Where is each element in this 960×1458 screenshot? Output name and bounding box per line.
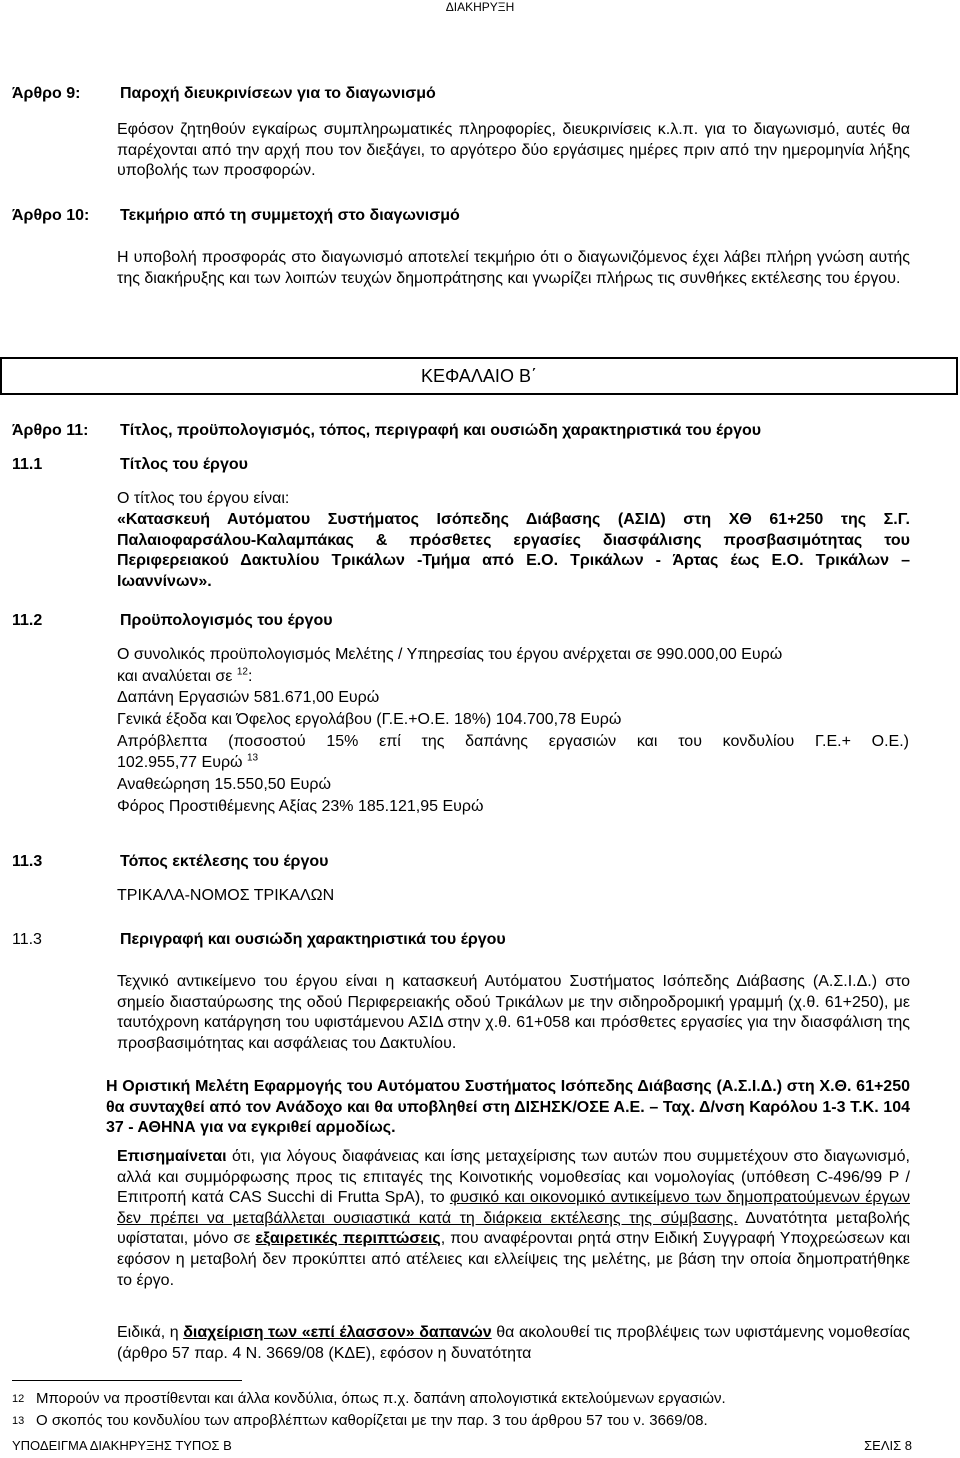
footnote [12,1390,726,1408]
section-title: Τόπος εκτέλεσης του έργου [120,853,329,870]
article-9-heading [12,84,436,104]
budget-breakdown-intro: και αναλύεται σε $^{12}$: [117,666,253,685]
budget-total: Ο συνολικός προϋπολογισμός Μελέτης / Υπηρεσίας του έργου ανέρχεται σε 990.000,00 Ευρώ [117,646,783,663]
budget-contingency: Απρόβλεπτα (ποσοστού 15% επί της δαπάνης εργασιών και του κονδυλίου Γ.Ε.+ Ο.Ε.) [117,733,909,750]
section-number: 11.2 [12,612,43,629]
section-title: Τίτλος του έργου [120,456,248,473]
article-title: Παροχή διευκρινίσεων για το διαγωνισμό [120,85,436,102]
description-paragraph-1: Τεχνικό αντικείμενο του έργου είναι η κατασκευή Αυτόματου Συστήματος Ισόπεδης Διάβασης (Α.Σ.Ι.Δ.) στο σημείο διασταύρωσης της οδού Περιφερειακής οδού Τρικάλων με την σιδηροδρομική γραμμή (χ.θ. 61+250), με ταυτόχρονη κατάργηση του υφιστάμενου ΑΣΙΔ στην χ.θ. 61+058 και πρόσθετες εργασίες για την διασφάλιση της προσβασιμότητας και ασφάλειας του Δακτυλίου. [117,973,910,1052]
project-location: ΤΡΙΚΑΛΑ-ΝΟΜΟΣ ΤΡΙΚΑΛΩΝ [117,887,335,904]
chapter-heading: ΚΕΦΑΛΑΙΟ Β΄ [0,357,958,395]
budget-works: Δαπάνη Εργασιών 581.671,00 Ευρώ [117,689,380,706]
section-title: Περιγραφή και ουσιώδη χαρακτηριστικά του έργου [120,931,506,948]
article-9-text: Εφόσον ζητηθούν εγκαίρως συμπληρωματικές πληροφορίες, διευκρινίσεις κ.λ.π. για το διαγωνισμό, αυτές θα παρέχονται από την αρχή που τον διεξάγει, το αργότερο δύο εργάσιμες ημέρες πριν από την ημερομηνία λήξης υποβολής των προσφορών. [117,121,910,180]
section-number: 11.1 [12,456,43,473]
page-number: ΣΕΛΙΣ 8 [864,1438,912,1453]
page-header: ΔΙΑΚΗΡΥΞΗ [445,0,515,14]
section-title: Προϋπολογισμός του έργου [120,612,333,629]
footer-doc-type: ΥΠΟΔΕΙΓΜΑ ΔΙΑΚΗΡΥΞΗΣ ΤΥΠΟΣ Β [12,1438,232,1453]
budget-contingency-amount: 102.955,77 Ευρώ $^{13}$ [117,752,259,771]
article-11-heading [12,421,761,441]
footnote-text: Ο σκοπός του κονδυλίου των απροβλέπτων καθορίζεται με την παρ. 3 του άρθρου 57 του ν. 3669/08. [36,1412,708,1429]
budget-revision: Αναθεώρηση 15.550,50 Ευρώ [117,776,332,793]
article-10-text: Η υποβολή προσφοράς στο διαγωνισμό αποτελεί τεκμήριο ότι ο διαγωνιζόμενος έχει λάβει πλήρη γνώση αυτής της διακήρυξης και των λοιπών τευχών δημοπράτησης και γνωρίζει πλήρως τις συνθήκες εκτέλεσης του έργου. [117,249,910,287]
footnote-text: Μπορούν να προστίθενται και άλλα κονδύλια, όπως π.χ. δαπάνη απολογιστικά εκτελούμενων εργασιών. [36,1390,726,1407]
section-number: 11.3 [12,853,43,870]
article-number: Άρθρο 11: [12,422,89,439]
description-paragraph-3: Επισημαίνεται ότι, για λόγους διαφάνειας και ίσης μεταχείρισης των αυτών που συμμετέχουν στο διαγωνισμό, αλλά και συμμόρφωσης προς τις επιταγές της Κοινοτικής νομοθεσίας και νομολογίας (υπόθεση C-496/99 P / Επιτροπή κατά CAS Succhi di Frutta SpA), το φυσικό και οικονομικό αντικείμενο των δημοπρατούμενων έργων δεν πρέπει να μεταβάλλεται ουσιαστικά κατά τη διάρκεια εκτέλεσης της σύμβασης. Δυνατότητα μεταβολής υφίσταται, μόνο σε εξαιρετικές περιπτώσεις, που αναφέρονται ρητά στην Ειδική Συγγραφή Υποχρεώσεων και εφόσον η μεταβολή δεν προκύπτει από ατέλειες και ελλείψεις της μελέτης, με βάση την οποία δημοπρατήθηκε το έργο. [117,1148,910,1289]
article-number: Άρθρο 9: [12,85,81,102]
footnote-mark: 12 [12,1393,25,1405]
budget-overheads: Γενικά έξοδα και Όφελος εργολάβου (Γ.Ε.+Ο.Ε. 18%) 104.700,78 Ευρώ [117,711,622,728]
section-11-2-heading [12,611,333,631]
article-number: Άρθρο 10: [12,207,90,224]
article-10-heading [12,206,460,226]
article-title: Τίτλος, προϋπολογισμός, τόπος, περιγραφή και ουσιώδη χαρακτηριστικά του έργου [120,422,762,439]
title-intro: Ο τίτλος του έργου είναι: [117,490,290,507]
footnote [12,1412,708,1430]
description-paragraph-4: Ειδικά, η διαχείριση των «επί έλασσον» δαπανών θα ακολουθεί τις προβλέψεις των υφιστάμενης νομοθεσίας (άρθρο 57 παρ. 4 Ν. 3669/08 (ΚΔΕ), εφόσον η δυνατότητα [117,1324,910,1362]
page-footer [12,1438,912,1454]
project-title: «Κατασκευή Αυτόματου Συστήματος Ισόπεδης Διάβασης (ΑΣΙΔ) στη ΧΘ 61+250 της Σ.Γ. Παλαιοφαρσάλου-Καλαμπάκας & πρόσθετες εργασίες διασφάλισης προσβασιμότητας του Περιφερειακού Δακτυλίου Τρικάλων -Τμήμα από Ε.Ο. Τρικάλων - Άρτας έως Ε.Ο. Τρικάλων – Ιωαννίνων». [117,511,910,590]
footnote-mark: 13 [12,1415,25,1427]
section-11-3-heading [12,852,328,872]
description-paragraph-2: Η Οριστική Μελέτη Εφαρμογής του Αυτόματου Συστήματος Ισόπεδης Διάβασης (Α.Σ.Ι.Δ.) στη Χ.Θ. 61+250 θα συνταχθεί από τον Ανάδοχο και θα υποβληθεί στη ΔΙΣΗΣΚ/ΟΣΕ Α.Ε. – Ταχ. Δ/νση Καρόλου 1-3 Τ.Κ. 104 37 - ΑΘΗΝΑ για να εγκριθεί αρμοδίως. [106,1078,910,1137]
budget-vat: Φόρος Προστιθέμενης Αξίας 23% 185.121,95 Ευρώ [117,798,484,815]
section-11-1-heading [12,455,248,475]
footnote-separator [12,1380,242,1381]
section-11-3b-heading [12,930,506,950]
article-title: Τεκμήριο από τη συμμετοχή στο διαγωνισμό [120,207,460,224]
footnote-ref: 12 [236,666,248,678]
section-number: 11.3 [12,931,42,948]
footnote-ref: 13 [246,752,259,764]
